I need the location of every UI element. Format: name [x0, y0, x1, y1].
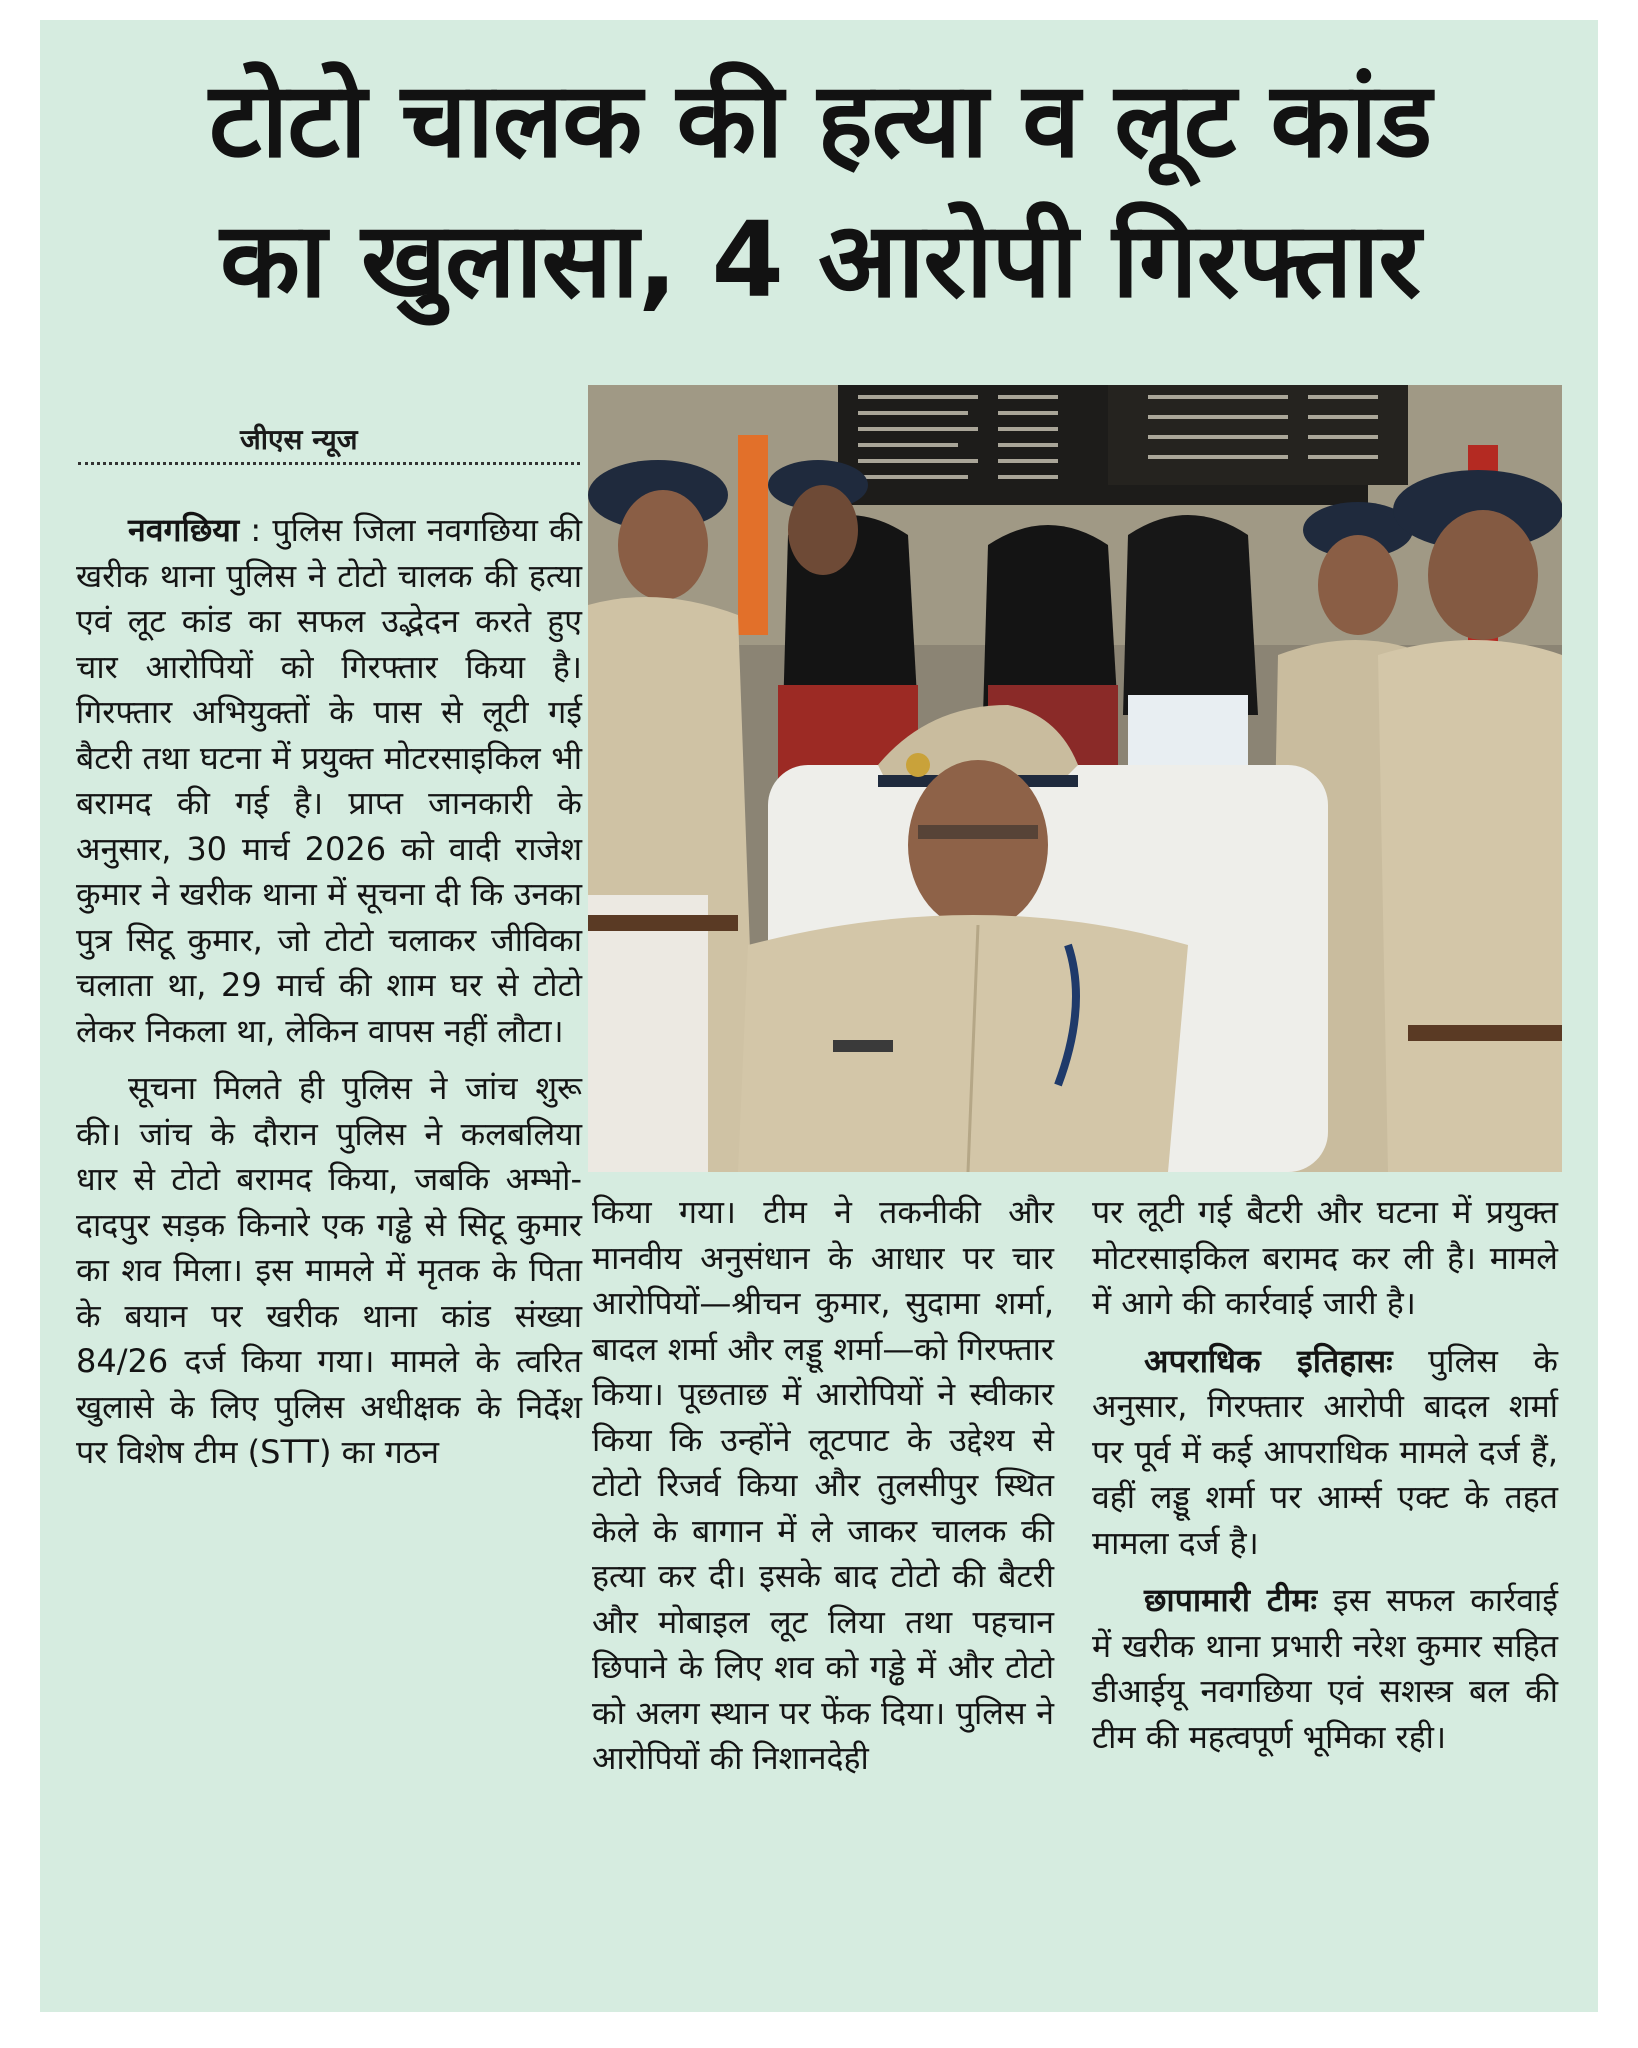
- history-heading: अपराधिक इतिहासः: [1144, 1341, 1393, 1380]
- headline-line-2: का खुलासा, 4 आरोपी गिरफ्तार: [220, 199, 1420, 321]
- paragraph-arrest: किया गया। टीम ने तकनीकी और मानवीय अनुसंधान के आधार पर चार आरोपियों—श्रीचन कुमार, सुदामा शर्मा, बादल शर्मा और लड्डू शर्मा—को गिरफ्तार किया। पूछताछ में आरोपियों ने स्वीकार किया कि उन्होंने लूटपाट के उद्देश्य से टोटो रिजर्व किया और तुलसीपुर स्थित केले के बागान में ले जाकर चालक की हत्या कर दी। इसके बाद टोटो की बैटरी और मोबाइल लूट लिया तथा पहचान छिपाने के लिए शव को गड्ढे में और टोटो को अलग स्थान पर फेंक दिया। पुलिस ने आरोपियों की निशानदेही: [592, 1193, 1054, 1777]
- team-text: इस सफल कार्रवाई में खरीक थाना प्रभारी नरेश कुमार सहित डीआईयू नवगछिया एवं सशस्त्र बल की टीम की महत्वपूर्ण भूमिका रही।: [1092, 1581, 1558, 1756]
- paragraph-intro: [76, 508, 582, 1054]
- headline: [80, 50, 1560, 330]
- article-column-3: [1092, 1190, 1558, 1760]
- paragraph-raid-team: [1092, 1578, 1558, 1760]
- paragraph-criminal-history: [1092, 1339, 1558, 1567]
- article-column-2: [592, 1190, 1054, 1782]
- history-text: पुलिस के अनुसार, गिरफ्तार आरोपी बादल शर्मा पर पूर्व में कई आपराधिक मामले दर्ज हैं, वहीं लड्डू शर्मा पर आर्म्स एक्ट के तहत मामला दर्ज है।: [1092, 1341, 1558, 1562]
- byline-divider: [78, 462, 580, 465]
- dateline: नवगछिया: [128, 511, 240, 549]
- article-column-1: [76, 508, 582, 1476]
- paragraph-recovery: पर लूटी गई बैटरी और घटना में प्रयुक्त मोटरसाइकिल बरामद कर ली है। मामले में आगे की कार्रवाई जारी है।: [1092, 1193, 1558, 1322]
- police-press-photo-icon: [588, 385, 1562, 1172]
- press-photo: [588, 385, 1562, 1172]
- team-heading: छापामारी टीमः: [1144, 1581, 1317, 1619]
- paragraph-investigation: सूचना मिलते ही पुलिस ने जांच शुरू की। जांच के दौरान पुलिस ने कलबलिया धार से टोटो बरामद किया, जबकि अम्भो-दादपुर सड़क किनारे एक गड्ढे से सिटू कुमार का शव मिला। इस मामले में मृतक के पिता के बयान पर खरीक थाना कांड संख्या 84/26 दर्ज किया गया। मामले के त्वरित खुलासे के लिए पुलिस अधीक्षक के निर्देश पर विशेष टीम (STT) का गठन: [76, 1069, 582, 1471]
- byline: जीएस न्यूज: [240, 423, 358, 456]
- headline-line-1: टोटो चालक की हत्या व लूट कांड: [209, 59, 1431, 181]
- intro-text: : पुलिस जिला नवगछिया की खरीक थाना पुलिस ने टोटो चालक की हत्या एवं लूट कांड का सफल उद्भेदन करते हुए चार आरोपियों को गिरफ्तार किया है। गिरफ्तार अभियुक्तों के पास से लूटी गई बैटरी तथा घटना में प्रयुक्त मोटरसाइकिल भी बरामद की गई है। प्राप्त जानकारी के अनुसार, 30 मार्च 2026 को वादी राजेश कुमार ने खरीक थाना में सूचना दी कि उनका पुत्र सिटू कुमार, जो टोटो चलाकर जीविका चलाता था, 29 मार्च की शाम घर से टोटो लेकर निकला था, लेकिन वापस नहीं लौटा।: [76, 511, 582, 1050]
- newspaper-clipping: [40, 20, 1598, 2012]
